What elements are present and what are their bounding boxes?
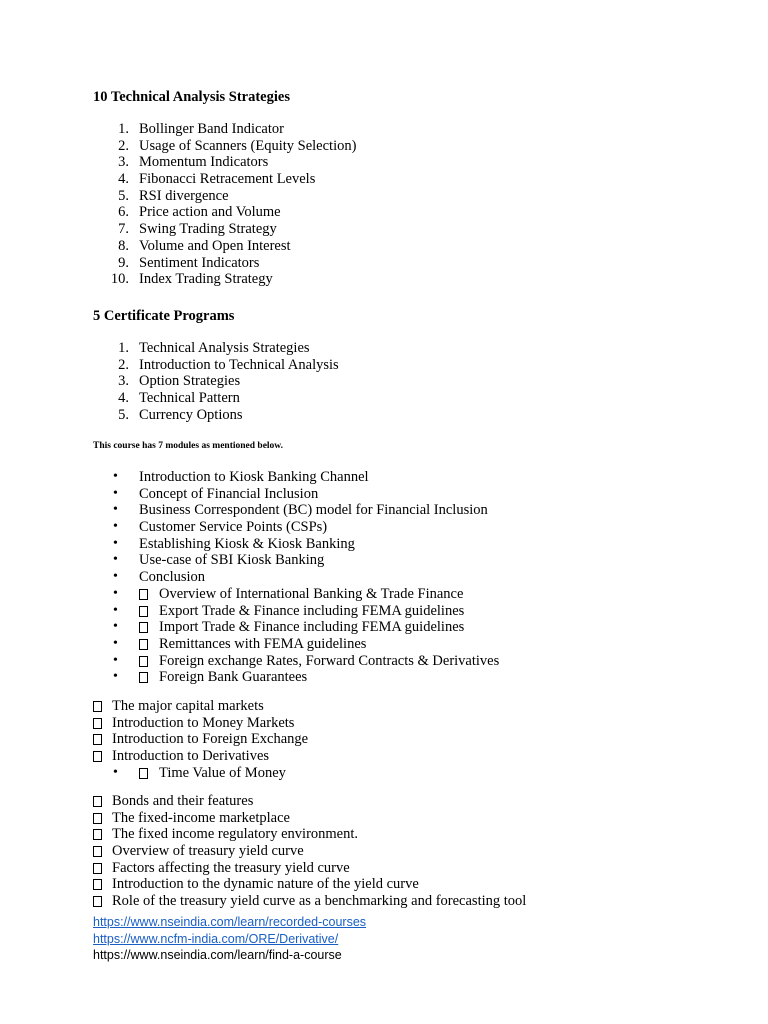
list-number: 6.: [118, 204, 129, 221]
list-item-text: Technical Analysis Strategies: [139, 340, 310, 356]
url-link[interactable]: https://www.ncfm-india.com/ORE/Derivative/: [93, 931, 339, 946]
list-item-text: Bonds and their features: [112, 793, 254, 809]
link-row: [93, 914, 366, 931]
list-item-text: Foreign exchange Rates, Forward Contracts & Derivatives: [159, 652, 500, 669]
list-item-text: Introduction to Foreign Exchange: [112, 731, 309, 748]
list-number: 5.: [118, 406, 129, 423]
list-item-text: Currency Options: [139, 406, 243, 423]
list-item-text: Establishing Kiosk & Kiosk Banking: [139, 535, 355, 552]
list-item-text: Import Trade & Finance including FEMA guidelines: [159, 619, 465, 636]
list-item-text: Usage of Scanners (Equity Selection): [139, 137, 357, 154]
bullet-icon: •: [113, 652, 118, 668]
list-number: 8.: [118, 237, 129, 254]
list-item-text: Sentiment Indicators: [139, 254, 260, 271]
list-item-text: Introduction to Derivatives: [112, 748, 270, 765]
list-item-text: Bollinger Band Indicator: [139, 121, 284, 137]
list-item-text: Overview of International Banking & Trade Finance: [159, 585, 464, 602]
list-number: 4.: [118, 171, 129, 188]
checkbox-glyph-icon: [93, 751, 102, 762]
list-item-text: RSI divergence: [139, 187, 229, 204]
checkbox-glyph-icon: [93, 863, 102, 874]
list-item-text: Fibonacci Retracement Levels: [139, 171, 316, 188]
list-item-text: Technical Pattern: [139, 390, 240, 407]
url-text: https://www.nseindia.com/learn/find-a-course: [93, 948, 342, 962]
list-item-text: The major capital markets: [112, 698, 264, 714]
list-item-text: Introduction to Technical Analysis: [139, 356, 339, 373]
list-item-text: Option Strategies: [139, 373, 241, 390]
list-item-text: Overview of treasury yield curve: [112, 843, 304, 860]
checkbox-glyph-icon: [139, 672, 148, 683]
bullet-icon: •: [113, 485, 118, 501]
list-number: 1.: [118, 121, 129, 137]
bullet-icon: •: [113, 635, 118, 651]
bullet-icon: •: [113, 669, 118, 685]
checkbox-glyph-icon: [93, 701, 102, 712]
list-item-text: Price action and Volume: [139, 204, 281, 221]
list-number: 1.: [118, 340, 129, 356]
checkbox-glyph-icon: [139, 622, 148, 633]
url-link[interactable]: https://www.nseindia.com/learn/recorded-courses: [93, 915, 367, 929]
bullet-icon: •: [113, 552, 118, 568]
list-number: 3.: [118, 373, 129, 390]
tas-heading: 10 Technical Analysis Strategies: [93, 89, 290, 105]
list-number: 2.: [118, 137, 129, 154]
checkbox-glyph-icon: [139, 639, 148, 650]
checkbox-glyph-icon: [93, 813, 102, 824]
list-item-text: Role of the treasury yield curve as a benchmarking and forecasting tool: [112, 893, 527, 910]
checkbox-glyph-icon: [93, 896, 102, 907]
list-item-text: Export Trade & Finance including FEMA guidelines: [159, 602, 465, 619]
list-item-text: Introduction to Money Markets: [112, 714, 295, 731]
list-number: 5.: [118, 187, 129, 204]
list-item-text: Business Correspondent (BC) model for Financial Inclusion: [139, 502, 488, 519]
checkbox-glyph-icon: [139, 768, 148, 779]
list-item-text: Time Value of Money: [159, 765, 286, 781]
list-number: 4.: [118, 390, 129, 407]
list-item-text: The fixed-income marketplace: [112, 809, 290, 826]
modules-note: This course has 7 modules as mentioned below.: [93, 441, 284, 451]
list-number: 7.: [118, 221, 129, 238]
bullet-icon: •: [113, 535, 118, 551]
list-item-text: The fixed income regulatory environment.: [112, 826, 359, 843]
bullet-icon: •: [113, 765, 118, 780]
bullet-icon: •: [113, 602, 118, 618]
list-number: 2.: [118, 356, 129, 373]
checkbox-glyph-icon: [93, 734, 102, 745]
list-item-text: Concept of Financial Inclusion: [139, 485, 319, 502]
list-number: 9.: [118, 254, 129, 271]
list-item-text: Use-case of SBI Kiosk Banking: [139, 552, 325, 569]
list-item-text: Introduction to the dynamic nature of the yield curve: [112, 876, 419, 893]
list-number: 3.: [118, 154, 129, 171]
list-item-text: Swing Trading Strategy: [139, 221, 277, 238]
list-item-text: Volume and Open Interest: [139, 237, 291, 254]
link-row: [93, 947, 366, 964]
bullet-icon: •: [113, 502, 118, 518]
list-item-text: Remittances with FEMA guidelines: [159, 635, 367, 652]
list-item-text: Customer Service Points (CSPs): [139, 519, 328, 536]
bullet-icon: •: [113, 519, 118, 535]
list-item-text: Introduction to Kiosk Banking Channel: [139, 469, 369, 485]
checkbox-glyph-icon: [139, 606, 148, 617]
links-block: [93, 914, 366, 964]
list-item-text: Conclusion: [139, 569, 206, 586]
bullet-icon: •: [113, 585, 118, 601]
checkbox-glyph-icon: [93, 829, 102, 840]
bullet-icon: •: [113, 469, 118, 484]
list-item-text: Index Trading Strategy: [139, 271, 273, 288]
bullet-icon: •: [113, 569, 118, 585]
checkbox-glyph-icon: [93, 846, 102, 857]
checkbox-glyph-icon: [93, 879, 102, 890]
list-number: 10.: [110, 271, 129, 288]
list-item-text: Foreign Bank Guarantees: [159, 669, 308, 686]
bullet-icon: •: [113, 619, 118, 635]
checkbox-glyph-icon: [139, 656, 148, 667]
cert-heading: 5 Certificate Programs: [93, 308, 235, 324]
list-item-text: Factors affecting the treasury yield curve: [112, 859, 350, 876]
checkbox-glyph-icon: [139, 589, 148, 600]
checkbox-glyph-icon: [93, 718, 102, 729]
link-row: [93, 931, 366, 948]
checkbox-glyph-icon: [93, 796, 102, 807]
list-item-text: Momentum Indicators: [139, 154, 269, 171]
